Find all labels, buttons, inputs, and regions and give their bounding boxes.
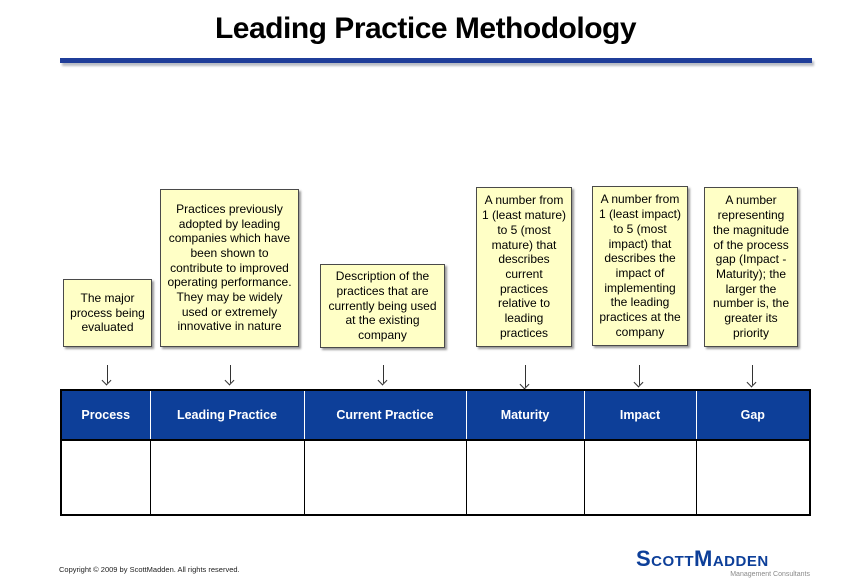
arrow-gap — [752, 365, 753, 385]
header-impact: Impact — [584, 390, 696, 440]
header-current-practice: Current Practice — [304, 390, 466, 440]
cell-leading-practice — [150, 440, 304, 515]
callout-process — [63, 279, 152, 347]
page-title: Leading Practice Methodology — [214, 12, 637, 45]
callout-process-text: The major process being evaluated — [70, 290, 145, 335]
arrow-current-practice — [383, 365, 384, 383]
title-divider — [60, 58, 812, 63]
copyright-text: Copyright © 2009 by ScottMadden. All rights reserved. — [59, 565, 240, 574]
logo-name: ScottMadden — [636, 546, 769, 571]
header-leading-practice: Leading Practice — [150, 390, 304, 440]
table-header-row — [61, 390, 810, 440]
cell-gap — [696, 440, 810, 515]
cell-impact — [584, 440, 696, 515]
callout-maturity — [476, 187, 572, 347]
callout-leading-practice-text: Practices previously adopted by leading companies which have been shown to contribute to improved operating performance. They may be widely used or extremely innovative in nature — [167, 201, 292, 334]
arrow-process — [107, 365, 108, 383]
arrow-impact — [639, 365, 640, 385]
cell-current-practice — [304, 440, 466, 515]
table-row — [61, 440, 810, 515]
header-maturity: Maturity — [466, 390, 584, 440]
header-process: Process — [61, 390, 150, 440]
methodology-table — [60, 389, 811, 516]
callout-leading-practice — [160, 189, 299, 347]
company-logo — [636, 548, 816, 578]
callout-impact — [592, 186, 688, 346]
callout-gap — [704, 187, 798, 347]
cell-process — [61, 440, 150, 515]
callout-gap-text: A number representing the magnitude of the process gap (Impact - Maturity); the larger the number is, the greater its priority — [712, 193, 790, 340]
callout-current-practice-text: Description of the practices that are currently being used at the existing company — [328, 269, 437, 343]
cell-maturity — [466, 440, 584, 515]
header-gap: Gap — [696, 390, 810, 440]
callout-maturity-text: A number from 1 (least mature) to 5 (most mature) that describes current practices relative to leading practices — [481, 193, 567, 340]
callout-impact-text: A number from 1 (least impact) to 5 (most impact) that describes the impact of implementing the leading practices at the company — [598, 192, 682, 339]
callout-current-practice — [320, 264, 445, 348]
arrow-maturity — [525, 365, 526, 387]
arrow-leading-practice — [230, 365, 231, 383]
logo-subtitle: Management Consultants — [730, 571, 810, 578]
